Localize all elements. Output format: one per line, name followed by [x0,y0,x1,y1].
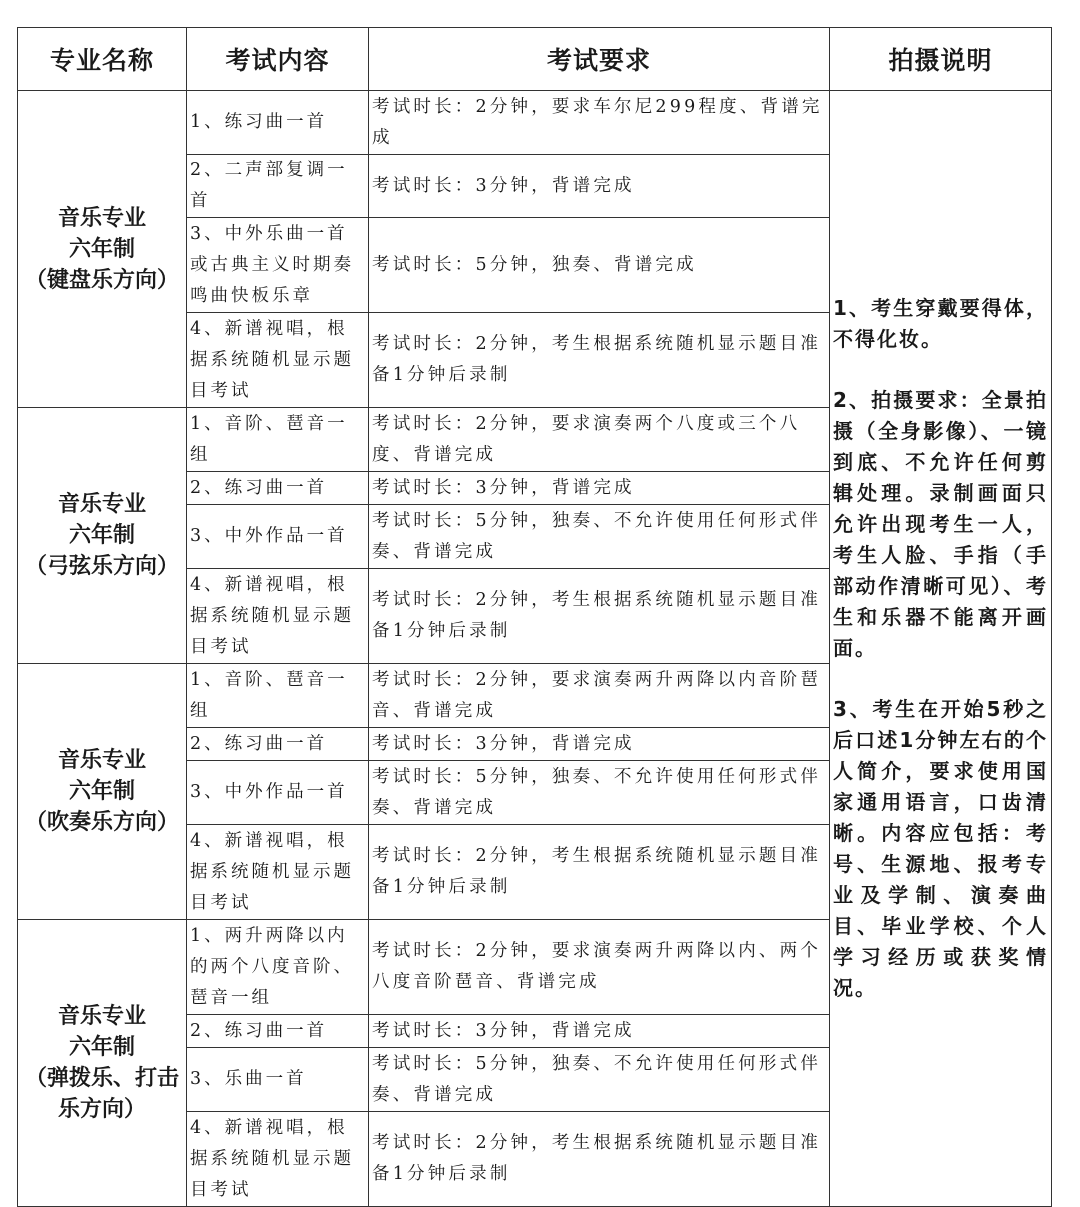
exam-requirement: 考试时长：5分钟，独奏、背谱完成 [369,218,830,313]
exam-requirement: 考试时长：2分钟，考生根据系统随机显示题目准备1分钟后录制 [369,313,830,408]
exam-requirement: 考试时长：5分钟，独奏、不允许使用任何形式伴奏、背谱完成 [369,761,830,825]
exam-requirement: 考试时长：3分钟，背谱完成 [369,1015,830,1048]
exam-requirement: 考试时长：2分钟，考生根据系统随机显示题目准备1分钟后录制 [369,569,830,664]
major-direction: （弓弦乐方向） [24,554,179,579]
exam-requirement: 考试时长：3分钟，背谱完成 [369,728,830,761]
major-direction: （弹拨乐、打击乐方向） [24,1066,179,1122]
exam-content: 4、新谱视唱，根据系统随机显示题目考试 [187,313,369,408]
exam-content: 1、音阶、琶音一组 [187,664,369,728]
table-row [18,91,1052,155]
shooting-notes-cell [830,91,1052,1207]
major-cell [18,920,187,1207]
exam-requirement: 考试时长：2分钟，要求演奏两升两降以内、两个八度音阶琶音、背谱完成 [369,920,830,1015]
exam-requirement: 考试时长：5分钟，独奏、不允许使用任何形式伴奏、背谱完成 [369,505,830,569]
exam-content: 1、练习曲一首 [187,91,369,155]
exam-content: 3、中外乐曲一首或古典主义时期奏鸣曲快板乐章 [187,218,369,313]
header-content: 考试内容 [187,28,369,91]
major-name: 音乐专业 [57,1004,146,1029]
exam-content: 2、练习曲一首 [187,728,369,761]
exam-content: 3、中外作品一首 [187,761,369,825]
major-years: 六年制 [68,523,135,548]
exam-content: 1、两升两降以内的两个八度音阶、琶音一组 [187,920,369,1015]
exam-content: 2、二声部复调一首 [187,155,369,218]
exam-content: 3、乐曲一首 [187,1048,369,1112]
major-cell [18,91,187,408]
exam-content: 1、音阶、琶音一组 [187,408,369,472]
major-years: 六年制 [68,236,135,262]
exam-content: 4、新谱视唱，根据系统随机显示题目考试 [187,1112,369,1207]
major-direction: （键盘乐方向） [24,267,179,293]
exam-requirement: 考试时长：2分钟，要求车尔尼299程度、背谱完成 [369,91,830,155]
exam-requirement: 考试时长：3分钟，背谱完成 [369,155,830,218]
exam-requirement: 考试时长：2分钟，考生根据系统随机显示题目准备1分钟后录制 [369,1112,830,1207]
header-shooting: 拍摄说明 [830,28,1052,91]
major-years: 六年制 [68,1035,135,1060]
exam-requirement: 考试时长：2分钟，考生根据系统随机显示题目准备1分钟后录制 [369,825,830,920]
major-name: 音乐专业 [57,492,146,517]
exam-requirement: 考试时长：5分钟，独奏、不允许使用任何形式伴奏、背谱完成 [369,1048,830,1112]
header-row [18,28,1052,91]
shooting-note: 1、考生穿戴要得体，不得化妆。 [833,296,1048,351]
major-cell [18,664,187,920]
major-name: 音乐专业 [57,748,146,773]
major-name: 音乐专业 [57,205,146,231]
exam-requirement: 考试时长：2分钟，要求演奏两升两降以内音阶琶音、背谱完成 [369,664,830,728]
major-direction: （吹奏乐方向） [24,810,179,835]
exam-requirements-table [17,27,1052,1207]
exam-requirement: 考试时长：2分钟，要求演奏两个八度或三个八度、背谱完成 [369,408,830,472]
header-major: 专业名称 [18,28,187,91]
exam-content: 4、新谱视唱，根据系统随机显示题目考试 [187,569,369,664]
exam-content: 3、中外作品一首 [187,505,369,569]
exam-content: 4、新谱视唱，根据系统随机显示题目考试 [187,825,369,920]
shooting-note: 2、拍摄要求：全景拍摄（全身影像）、一镜到底、不允许任何剪辑处理。录制画面只允许出现考生一人，考生人脸、手指（手部动作清晰可见）、考生和乐器不能离开画面。 [833,388,1048,660]
major-years: 六年制 [68,779,135,804]
shooting-note: 3、考生在开始5秒之后口述1分钟左右的个人简介，要求使用国家通用语言，口齿清晰。内容应包括：考号、生源地、报考专业及学制、演奏曲目、毕业学校、个人学习经历或获奖情况。 [833,697,1048,1000]
exam-content: 2、练习曲一首 [187,1015,369,1048]
major-cell [18,408,187,664]
header-requirement: 考试要求 [369,28,830,91]
exam-content: 2、练习曲一首 [187,472,369,505]
exam-requirement: 考试时长：3分钟，背谱完成 [369,472,830,505]
